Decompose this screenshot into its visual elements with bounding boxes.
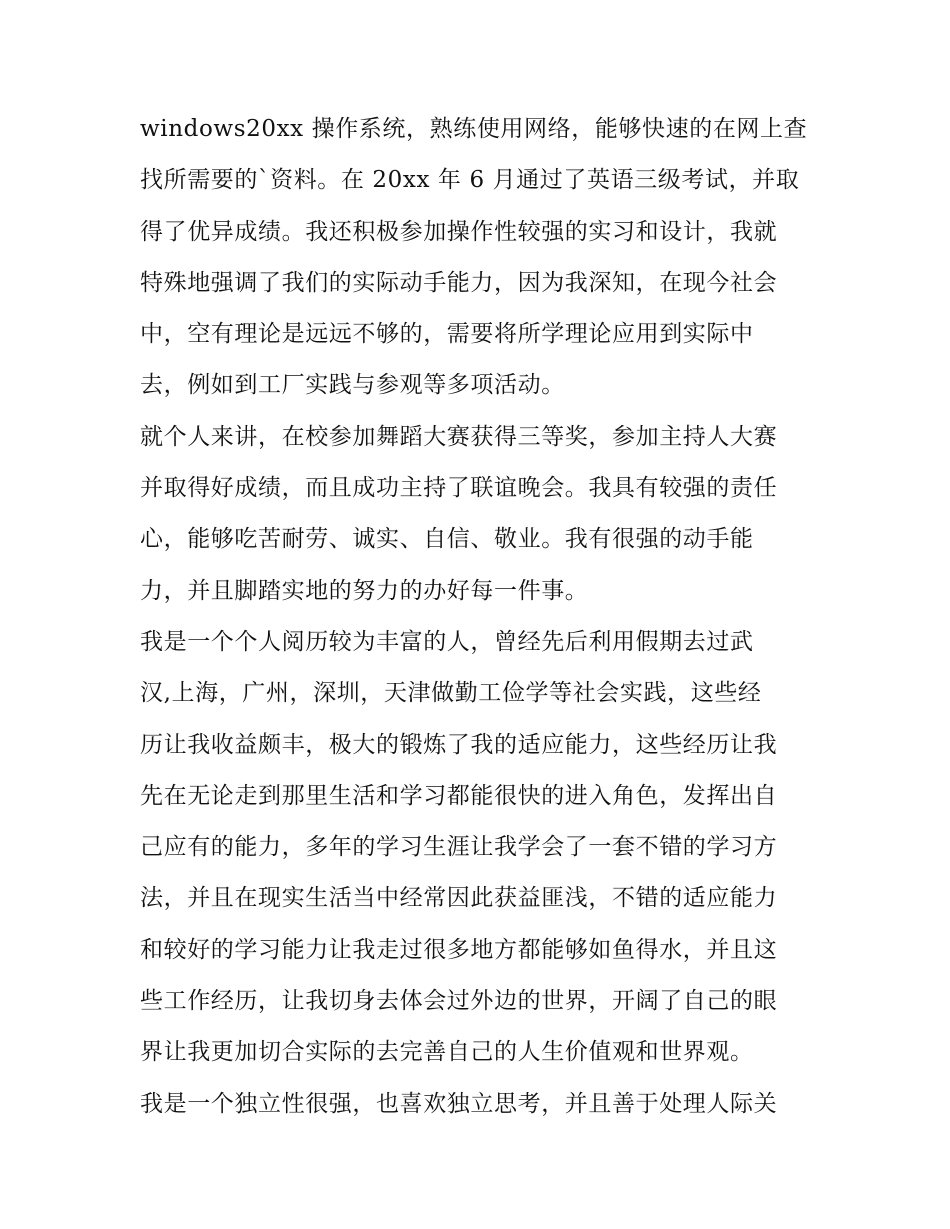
text-line: 并取得好成绩，而且成功主持了联谊晚会。我具有较强的责任 [140,475,778,502]
text-line: 得了优异成绩。我还积极参加操作性较强的实习和设计，我就 [140,218,778,245]
text-line: 些工作经历，让我切身去体会过外边的世界，开阔了自己的眼 [140,988,778,1015]
text-line: 汉,上海，广州，深圳，天津做勤工俭学等社会实践，这些经 [140,680,762,707]
text-line: 我是一个个人阅历较为丰富的人，曾经先后利用假期去过武 [140,628,754,655]
text-line: 去，例如到工厂实践与参观等多项活动。 [140,372,565,399]
text-line: 先在无论走到那里生活和学习都能很快的进入角色，发挥出自 [140,782,778,809]
text-line: 己应有的能力，多年的学习生涯让我学会了一套不错的学习方 [140,834,778,861]
text-line: windows20xx 操作系统，熟练使用网络，能够快速的在网上查 [140,116,808,142]
text-line: 界让我更加切合实际的去完善自己的人生价值观和世界观。 [140,1039,754,1066]
text-line: 就个人来讲，在校参加舞蹈大赛获得三等奖，参加主持人大赛 [140,423,778,450]
text-line: 历让我收益颇丰，极大的锻炼了我的适应能力，这些经历让我 [140,731,778,758]
text-line: 我是一个独立性很强，也喜欢独立思考，并且善于处理人际关 [140,1090,778,1117]
text-line: 和较好的学习能力让我走过很多地方都能够如鱼得水，并且这 [140,936,778,963]
text-line: 心，能够吃苦耐劳、诚实、自信、敬业。我有很强的动手能 [140,526,754,553]
document-body [140,104,820,1130]
text-line: 力，并且脚踏实地的努力的办好每一件事。 [140,577,589,604]
text-line: 找所需要的`资料。在 20xx 年 6 月通过了英语三级考试，并取 [140,167,800,194]
text-line: 特殊地强调了我们的实际动手能力，因为我深知，在现今社会 [140,269,778,296]
text-line: 法，并且在现实生活当中经常因此获益匪浅，不错的适应能力 [140,885,778,912]
text-line: 中，空有理论是远远不够的，需要将所学理论应用到实际中 [140,321,754,348]
